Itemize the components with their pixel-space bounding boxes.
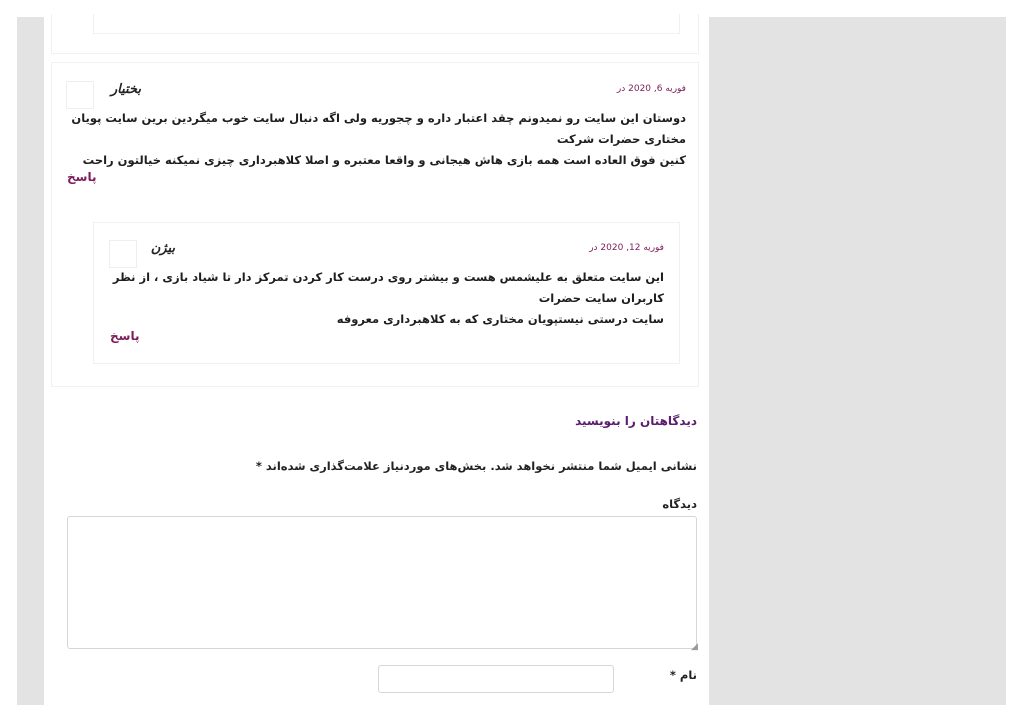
reply-author[interactable]: بیژن xyxy=(150,241,175,256)
comment-textarea[interactable] xyxy=(67,516,698,652)
reply-link[interactable]: پاسخ xyxy=(67,170,97,184)
comment-field-label: دیدگاه xyxy=(662,497,697,511)
resize-handle-icon[interactable]: ◢ xyxy=(691,642,698,652)
comment-text-line: کنین فوق العاده است همه بازی هاش هیجانی و واقعا معتبره و اصلا کلاهبرداری چیزی نمیکنه خیالتون راحت xyxy=(82,153,686,167)
name-field-label: نام * xyxy=(669,668,697,682)
reply-text-line: این سایت متعلق به علیشمس هست و بیشتر روی درست کار کردن تمرکز دار تا شیاد بازی ، از نظر کاربران سایت حضرات xyxy=(112,270,664,305)
comment-text-line: دوستان این سایت رو نمیدونم چقد اعتبار داره و چجوریه ولی اگه دنبال سایت خوب میگردین برین سایت پویان مختاری حضرات شرکت xyxy=(71,111,686,146)
reply-date[interactable]: فوریه 12, 2020 در xyxy=(589,243,664,253)
comment-author[interactable]: بختیار xyxy=(110,82,141,97)
name-input[interactable] xyxy=(378,665,614,693)
comment-text xyxy=(46,108,686,171)
comment-date[interactable]: فوریه 6, 2020 در xyxy=(616,84,686,94)
reply-text-line: سایت درستی نیستپویان مختاری که به کلاهبرداری معروفه xyxy=(336,312,664,326)
comment-form-notes: نشانی ایمیل شما منتشر نخواهد شد. بخش‌های موردنیاز علامت‌گذاری شده‌اند * xyxy=(255,459,697,473)
avatar xyxy=(109,240,137,268)
reply-text xyxy=(104,267,664,330)
comment-form-title: دیدگاهتان را بنویسید xyxy=(575,414,697,428)
previous-reply-box xyxy=(93,14,680,34)
avatar xyxy=(66,81,94,109)
reply-link[interactable]: پاسخ xyxy=(110,329,140,343)
sidebar-column xyxy=(709,17,1006,705)
